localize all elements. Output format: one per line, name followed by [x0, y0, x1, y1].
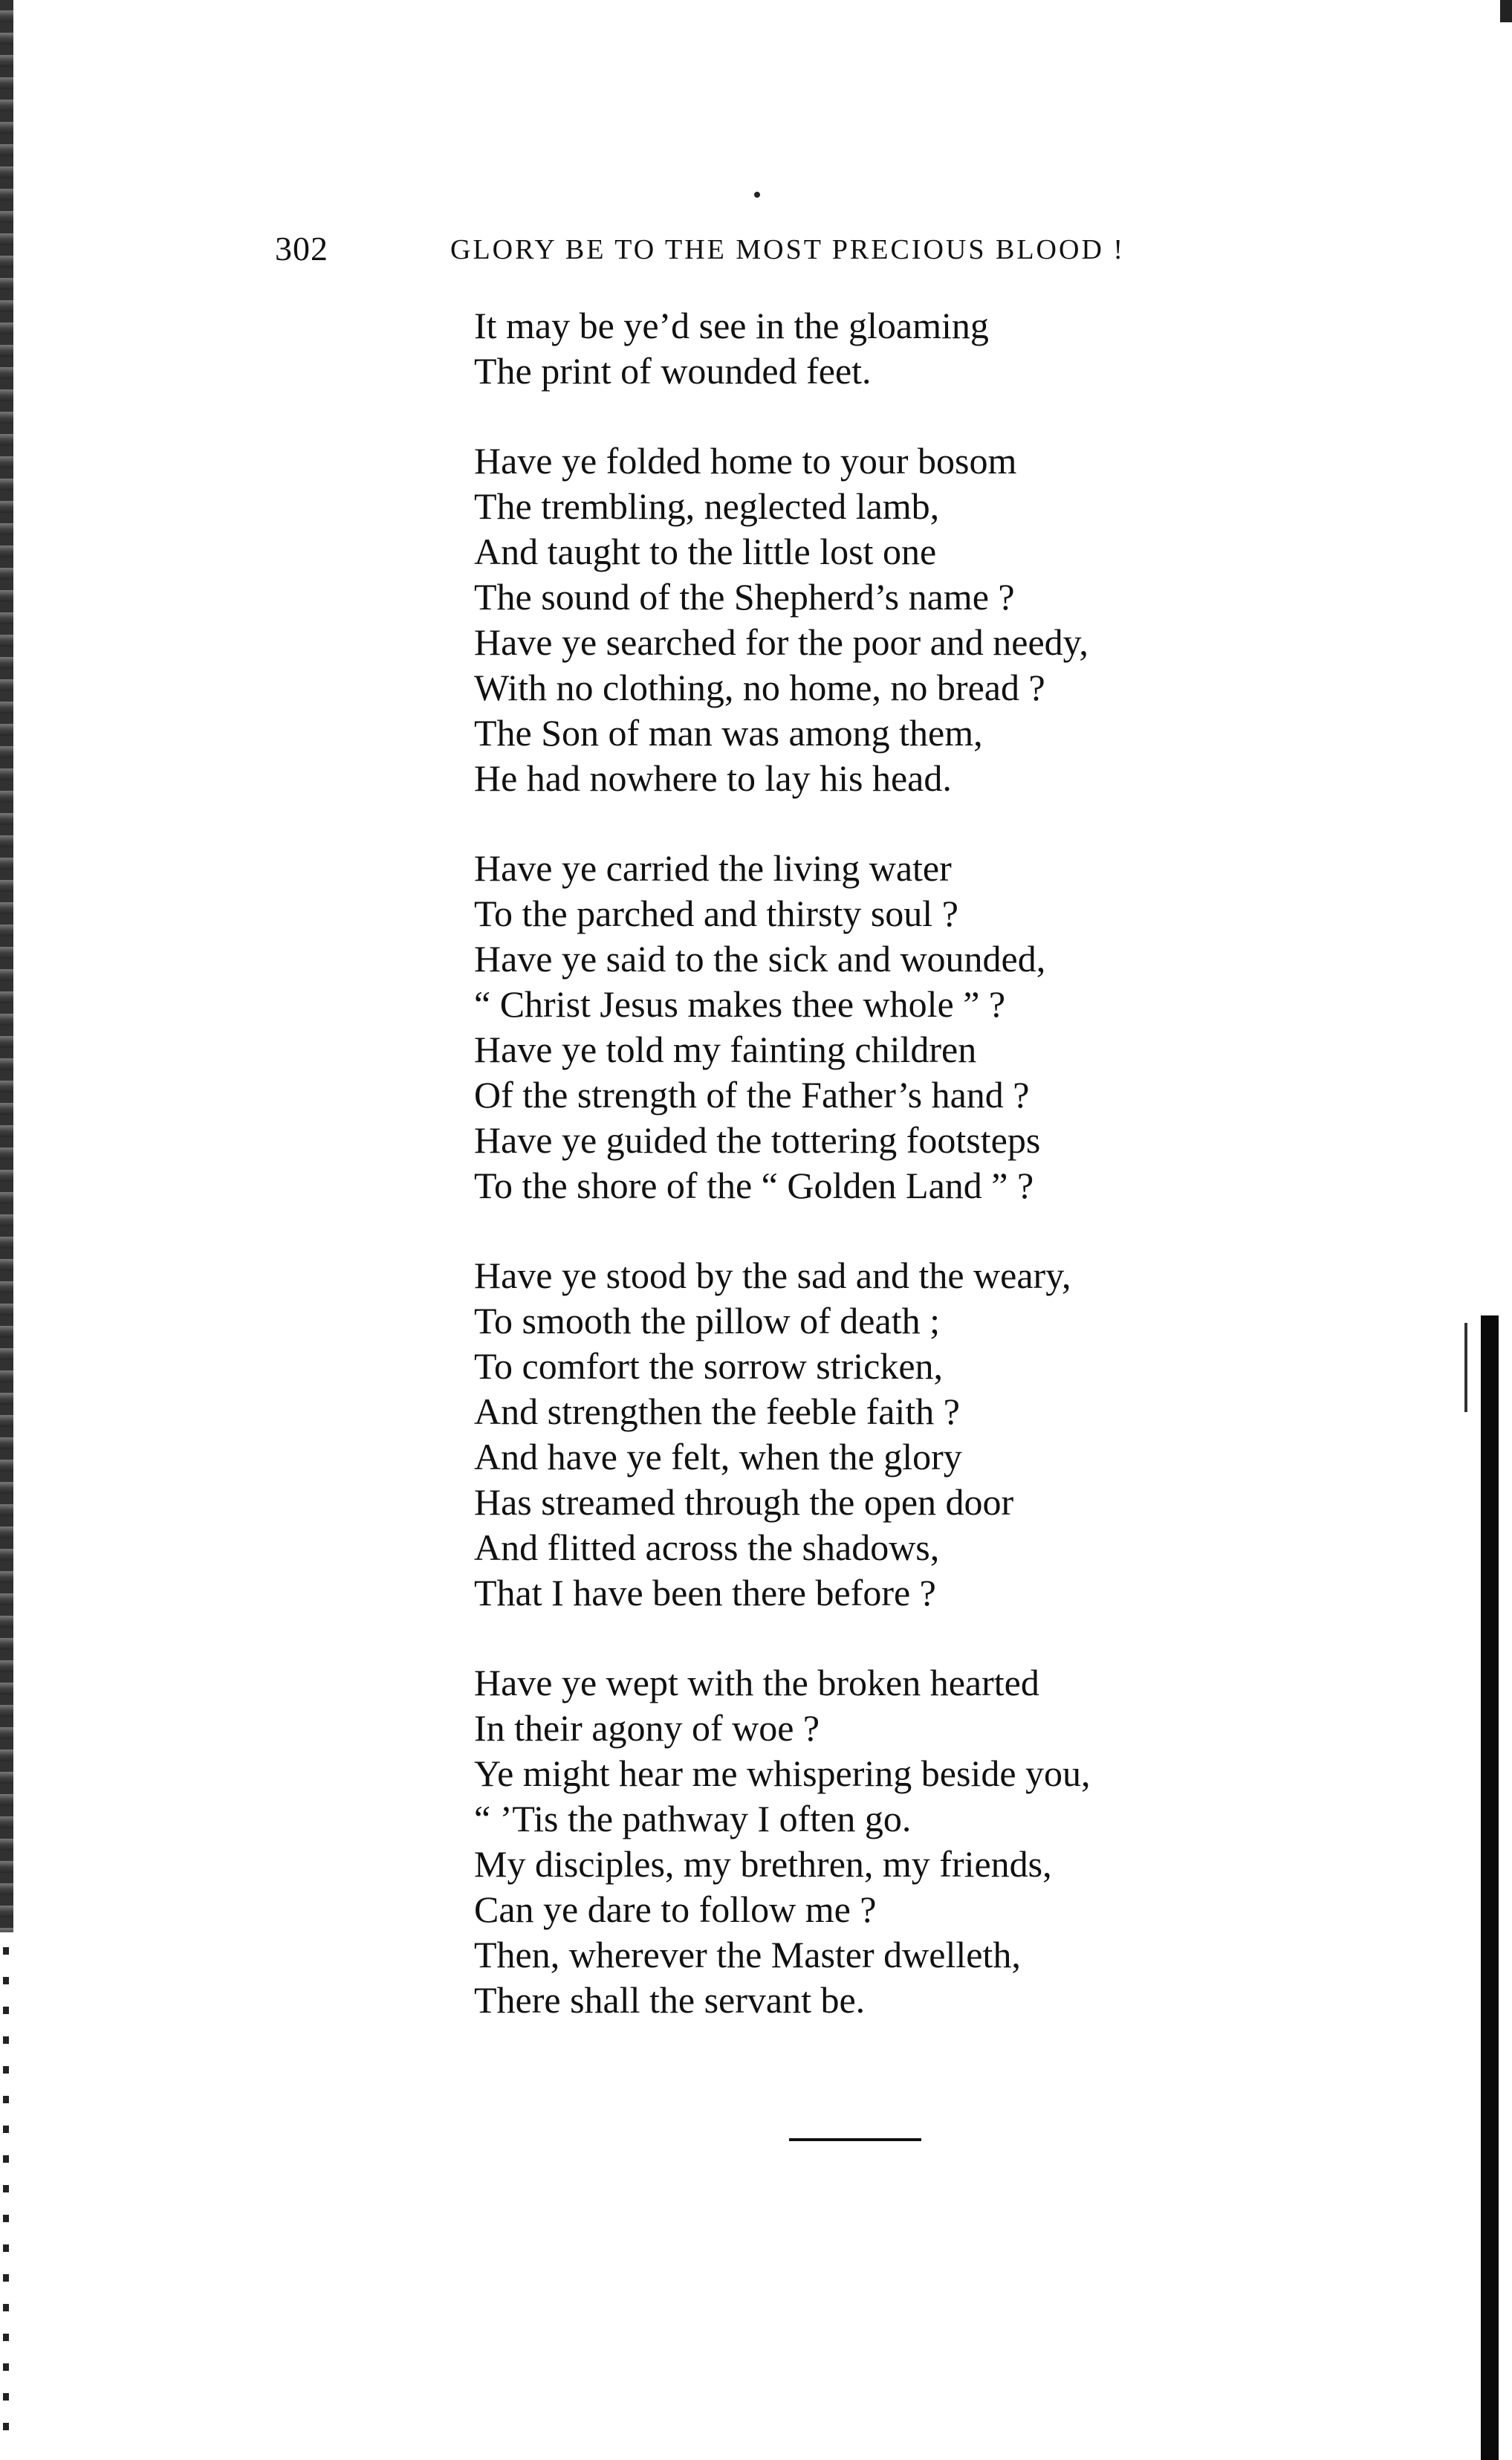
stanza — [474, 1660, 1366, 2023]
poem-line: Has streamed through the open door — [474, 1481, 1014, 1523]
poem-line: With no clothing, no home, no bread ? — [474, 667, 1045, 708]
poem-line: “ ’Tis the pathway I often go. — [474, 1798, 912, 1839]
poem-line: And strengthen the feeble faith ? — [474, 1391, 960, 1432]
poem-line: There shall the servant be. — [474, 1979, 866, 2021]
poem-line: And have ye felt, when the glory — [474, 1436, 962, 1477]
poem-line: Have ye searched for the poor and needy, — [474, 621, 1088, 663]
poem-line: And flitted across the shadows, — [474, 1527, 940, 1568]
poem-line: It may be ye’d see in the gloaming — [474, 305, 989, 346]
poem-line: The trembling, neglected lamb, — [474, 485, 940, 527]
scan-edge-right — [1481, 1315, 1499, 2460]
poem-line: And taught to the little lost one — [474, 531, 937, 572]
poem-line: The sound of the Shepherd’s name ? — [474, 576, 1015, 618]
poem-line: The Son of man was among them, — [474, 712, 983, 754]
poem-line: Have ye stood by the sad and the weary, — [474, 1255, 1071, 1296]
poem-line: Have ye folded home to your bosom — [474, 440, 1017, 482]
scan-edge-left-lower — [3, 1947, 9, 2430]
poem-line: “ Christ Jesus makes thee whole ” ? — [474, 983, 1006, 1025]
poem-line: Have ye guided the tottering footsteps — [474, 1119, 1041, 1161]
poem-line: That I have been there before ? — [474, 1572, 936, 1613]
poem-line: Have ye carried the living water — [474, 847, 952, 889]
poem-line: Of the strength of the Father’s hand ? — [474, 1074, 1030, 1116]
poem-line: Have ye told my fainting children — [474, 1029, 977, 1070]
poem-line: Ye might hear me whispering beside you, — [474, 1752, 1091, 1794]
poem-line: He had nowhere to lay his head. — [474, 757, 952, 799]
poem — [474, 303, 1366, 2068]
ink-speck — [754, 192, 760, 198]
poem-line: Then, wherever the Master dwelleth, — [474, 1934, 1021, 1975]
stanza — [474, 438, 1366, 801]
poem-line: Have ye wept with the broken hearted — [474, 1662, 1039, 1703]
scan-edge-right-top — [1500, 0, 1512, 22]
poem-line: The print of wounded feet. — [474, 350, 872, 392]
poem-line: To smooth the pillow of death ; — [474, 1300, 940, 1341]
poem-line: To the shore of the “ Golden Land ” ? — [474, 1165, 1034, 1206]
stanza — [474, 303, 1366, 394]
poem-line: In their agony of woe ? — [474, 1707, 820, 1749]
scan-edge-left — [0, 0, 13, 1932]
page-header — [275, 229, 1278, 273]
scan-edge-right-mark — [1464, 1323, 1467, 1412]
poem-line: Have ye said to the sick and wounded, — [474, 938, 1046, 980]
running-title: GLORY BE TO THE MOST PRECIOUS BLOOD ! — [450, 234, 1126, 265]
stanza — [474, 1253, 1366, 1616]
poem-line: Can ye dare to follow me ? — [474, 1888, 877, 1930]
stanza — [474, 846, 1366, 1208]
poem-line: To the parched and thirsty soul ? — [474, 893, 958, 934]
page-number: 302 — [275, 230, 328, 268]
poem-line: To comfort the sorrow stricken, — [474, 1345, 944, 1387]
end-rule — [789, 2138, 921, 2141]
poem-line: My disciples, my brethren, my friends, — [474, 1843, 1052, 1885]
